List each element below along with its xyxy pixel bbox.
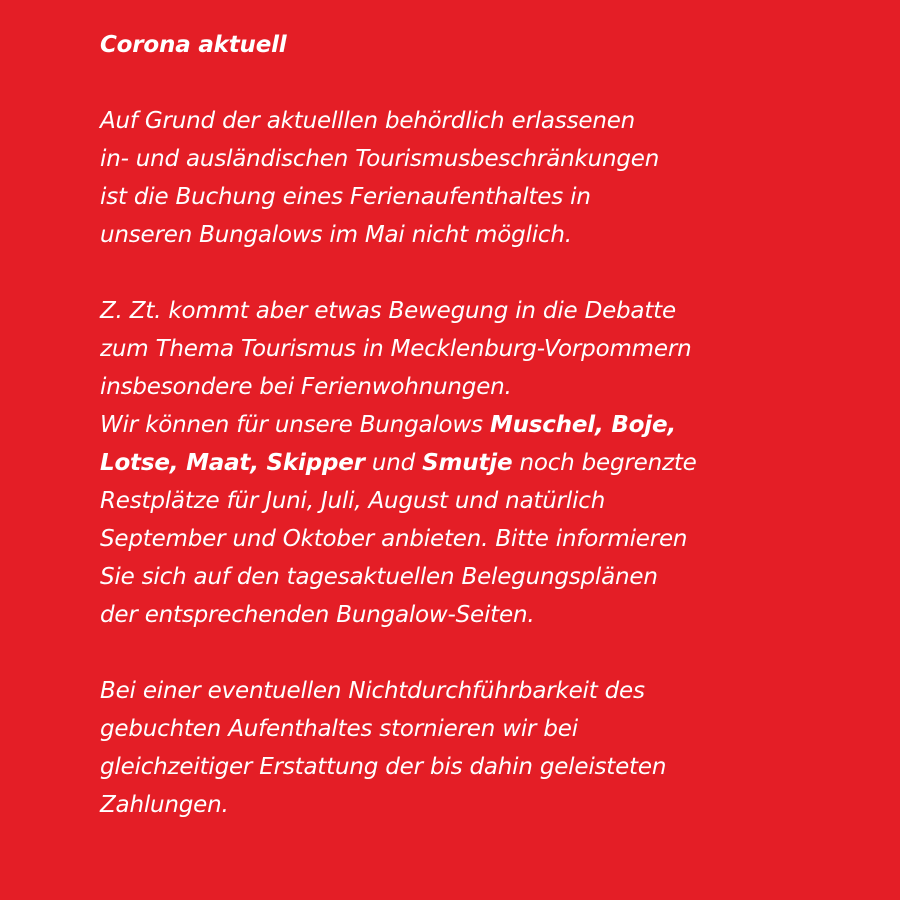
- text-line: ist die Buchung eines Ferienaufenthaltes in: [100, 184, 591, 210]
- text-line: September und Oktober anbieten. Bitte informieren: [100, 526, 688, 552]
- bungalow-names-bold: Lotse, Maat, Skipper: [100, 450, 365, 476]
- text-line: [100, 444, 860, 482]
- text-line: Restplätze für Juni, Juli, August und natürlich: [100, 488, 606, 514]
- text-line: gleichzeitiger Erstattung der bis dahin geleisteten: [100, 754, 667, 780]
- text-line: Auf Grund der aktuelllen behördlich erlassenen: [100, 108, 636, 134]
- text-line: [100, 406, 860, 444]
- text-fragment: und: [364, 450, 423, 476]
- bungalow-name-bold: Smutje: [422, 450, 513, 476]
- text-line: insbesondere bei Ferienwohnungen.: [100, 374, 512, 400]
- text-fragment: noch begrenzte: [512, 450, 697, 476]
- bungalow-names-bold: Muschel, Boje,: [489, 412, 676, 438]
- text-line: in- und ausländischen Tourismusbeschränkungen: [100, 146, 660, 172]
- paragraph-cancellation: [100, 672, 860, 824]
- text-line: zum Thema Tourismus in Mecklenburg-Vorpommern: [100, 336, 692, 362]
- paragraph-availability: [100, 292, 860, 634]
- text-line: Bei einer eventuellen Nichtdurchführbarkeit des: [100, 678, 645, 704]
- text-line: Zahlungen.: [100, 792, 229, 818]
- notice-heading: Corona aktuell: [100, 32, 287, 58]
- text-line: gebuchten Aufenthaltes stornieren wir bei: [100, 716, 578, 742]
- text-line: unseren Bungalows im Mai nicht möglich.: [100, 222, 572, 248]
- text-fragment: Wir können für unsere Bungalows: [100, 412, 490, 438]
- paragraph-booking-restriction: [100, 102, 860, 254]
- text-line: Z. Zt. kommt aber etwas Bewegung in die Debatte: [100, 298, 676, 324]
- text-line: Sie sich auf den tagesaktuellen Belegungsplänen: [100, 564, 658, 590]
- text-line: der entsprechenden Bungalow-Seiten.: [100, 602, 535, 628]
